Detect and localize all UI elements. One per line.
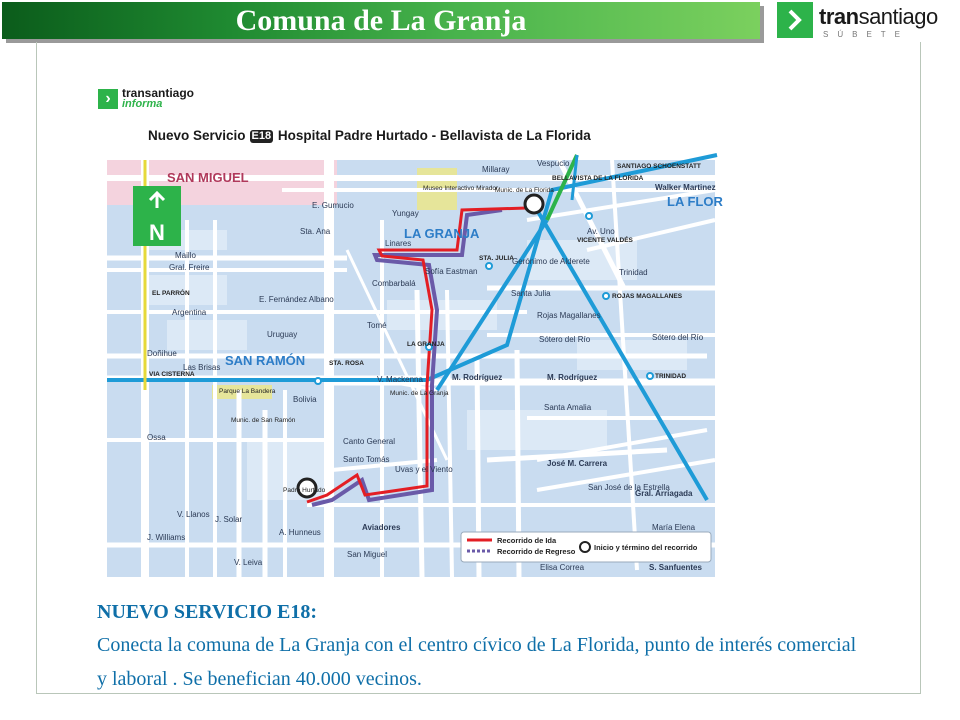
compass-letter: N <box>149 220 165 245</box>
brand-tagline: SÚBETE <box>823 30 910 39</box>
street-label: M. Rodríguez <box>547 373 598 382</box>
street-label: E. Fernández Albano <box>259 295 334 304</box>
svg-text:SANTIAGO SCHOENSTATT: SANTIAGO SCHOENSTATT <box>617 163 701 170</box>
street-label: Rojas Magallanes <box>537 311 601 320</box>
svg-text:EL PARRÓN: EL PARRÓN <box>152 290 190 297</box>
street-label: V. Leiva <box>234 558 263 567</box>
street-label: Millaray <box>482 165 510 174</box>
street-label: Uvas y el Viento <box>395 465 453 474</box>
comuna-label: SAN RAMÓN <box>225 353 306 368</box>
transantiago-informa-logo <box>98 87 208 111</box>
street-label: M. Rodríguez <box>452 373 503 382</box>
inform-logo-name: transantiago <box>122 86 195 100</box>
street-label: Gral. Arriagada <box>635 489 693 498</box>
street-label: Canto General <box>343 437 396 446</box>
slide-title: Comuna de La Granja <box>235 4 527 37</box>
street-label: Uruguay <box>267 330 298 339</box>
street-label: J. Williams <box>147 533 186 542</box>
slide-title-bar <box>2 2 760 39</box>
svg-text:STA. JULIA: STA. JULIA <box>479 255 514 262</box>
inform-logo-sub: informa <box>122 98 163 110</box>
street-label: J. Solar <box>215 515 243 524</box>
street-label: V. Mackenna <box>377 375 423 384</box>
svg-text:Munic. de San Ramón: Munic. de San Ramón <box>231 417 296 424</box>
brand-name: transantiago <box>819 4 938 29</box>
svg-text:VIA CISTERNA: VIA CISTERNA <box>149 371 195 378</box>
svg-text:BELLAVISTA DE LA FLORIDA: BELLAVISTA DE LA FLORIDA <box>552 175 644 182</box>
street-label: Walker Martinez <box>655 183 716 192</box>
street-label: Linares <box>385 239 412 248</box>
map-title-prefix: Nuevo Servicio <box>148 128 246 143</box>
svg-text:ROJAS MAGALLANES: ROJAS MAGALLANES <box>612 293 683 300</box>
street-label: San Miguel <box>347 550 388 559</box>
street-label: A. Hunneus <box>279 528 321 537</box>
chevron-right-icon: › <box>98 89 118 109</box>
comuna-label: LA FLOR <box>667 194 723 209</box>
route-map <box>107 159 723 577</box>
legend-endpoint-swatch <box>580 542 590 552</box>
comuna-label: LA GRANJA <box>404 226 480 241</box>
street-label: V. Llanos <box>177 510 210 519</box>
street-label: Combarbalá <box>372 279 416 288</box>
service-description: Conecta la comuna de La Granja con el centro cívico de La Florida, punto de interés comercial y laboral . Se benefician 40.000 vecinos. <box>97 634 857 690</box>
map-legend <box>461 532 711 562</box>
street-label: Yungay <box>392 209 419 218</box>
street-label: Sta. Ana <box>300 227 331 236</box>
street-label: E. Gumucio <box>312 201 354 210</box>
service-code-badge: E18 <box>251 130 272 142</box>
terminus-bellavista <box>525 195 543 213</box>
svg-text:Parque La Bandera: Parque La Bandera <box>219 388 276 395</box>
street-label: José M. Carrera <box>547 459 608 468</box>
svg-text:STA. ROSA: STA. ROSA <box>329 360 364 367</box>
street-label: Doñihue <box>147 349 177 358</box>
street-label: Maillo <box>175 251 196 260</box>
map-title-route: Hospital Padre Hurtado - Bellavista de La Florida <box>277 128 591 143</box>
street-label: María Elena <box>652 523 696 532</box>
street-label: Sótero del Río <box>652 333 704 342</box>
street-label: Vespucio <box>537 159 570 168</box>
street-label: S. Sanfuentes <box>649 563 702 572</box>
frame-left-border <box>36 42 37 694</box>
svg-text:Padre Hurtado: Padre Hurtado <box>283 487 326 494</box>
street-label: Gerónimo de Alderete <box>512 257 590 266</box>
svg-text:TRINIDAD: TRINIDAD <box>655 373 687 380</box>
svg-text:Museo Interactivo Mirador: Museo Interactivo Mirador <box>423 185 499 192</box>
svg-text:Munic. de La Florida: Munic. de La Florida <box>495 187 554 194</box>
street-label: Av. Uno <box>587 227 615 236</box>
street-label: Sótero del Río <box>539 335 591 344</box>
street-label: Tomé <box>367 321 387 330</box>
svg-text:Munic. de La Granja: Munic. de La Granja <box>390 390 449 397</box>
street-label: Bolivia <box>293 395 317 404</box>
legend-endpoint-label: Inicio y término del recorrido <box>594 543 698 552</box>
street-label: Gral. Freire <box>169 263 210 272</box>
street-label: Ossa <box>147 433 166 442</box>
street-label: Sofía Eastman <box>425 267 478 276</box>
frame-right-border <box>920 42 921 694</box>
street-label: Santa Amalia <box>544 403 592 412</box>
transantiago-logo <box>777 2 957 42</box>
street-label: Elisa Correa <box>540 563 585 572</box>
comuna-label: SAN MIGUEL <box>167 170 249 185</box>
map-title <box>148 128 591 143</box>
svg-text:LA GRANJA: LA GRANJA <box>407 341 445 348</box>
legend-return-label: Recorrido de Regreso <box>497 547 576 556</box>
svg-text:VICENTE VALDÉS: VICENTE VALDÉS <box>577 237 633 244</box>
street-label: Trinidad <box>619 268 648 277</box>
street-label: Aviadores <box>362 523 401 532</box>
street-label: Argentina <box>172 308 207 317</box>
street-label: Santo Tomás <box>343 455 390 464</box>
service-heading: NUEVO SERVICIO E18: <box>97 601 318 623</box>
street-label: Santa Julia <box>511 289 551 298</box>
chevron-right-icon <box>777 2 813 38</box>
legend-outbound-label: Recorrido de Ida <box>497 536 557 545</box>
street-label: San José de la Estrella <box>588 483 670 492</box>
street-label: Las Brisas <box>183 363 221 372</box>
